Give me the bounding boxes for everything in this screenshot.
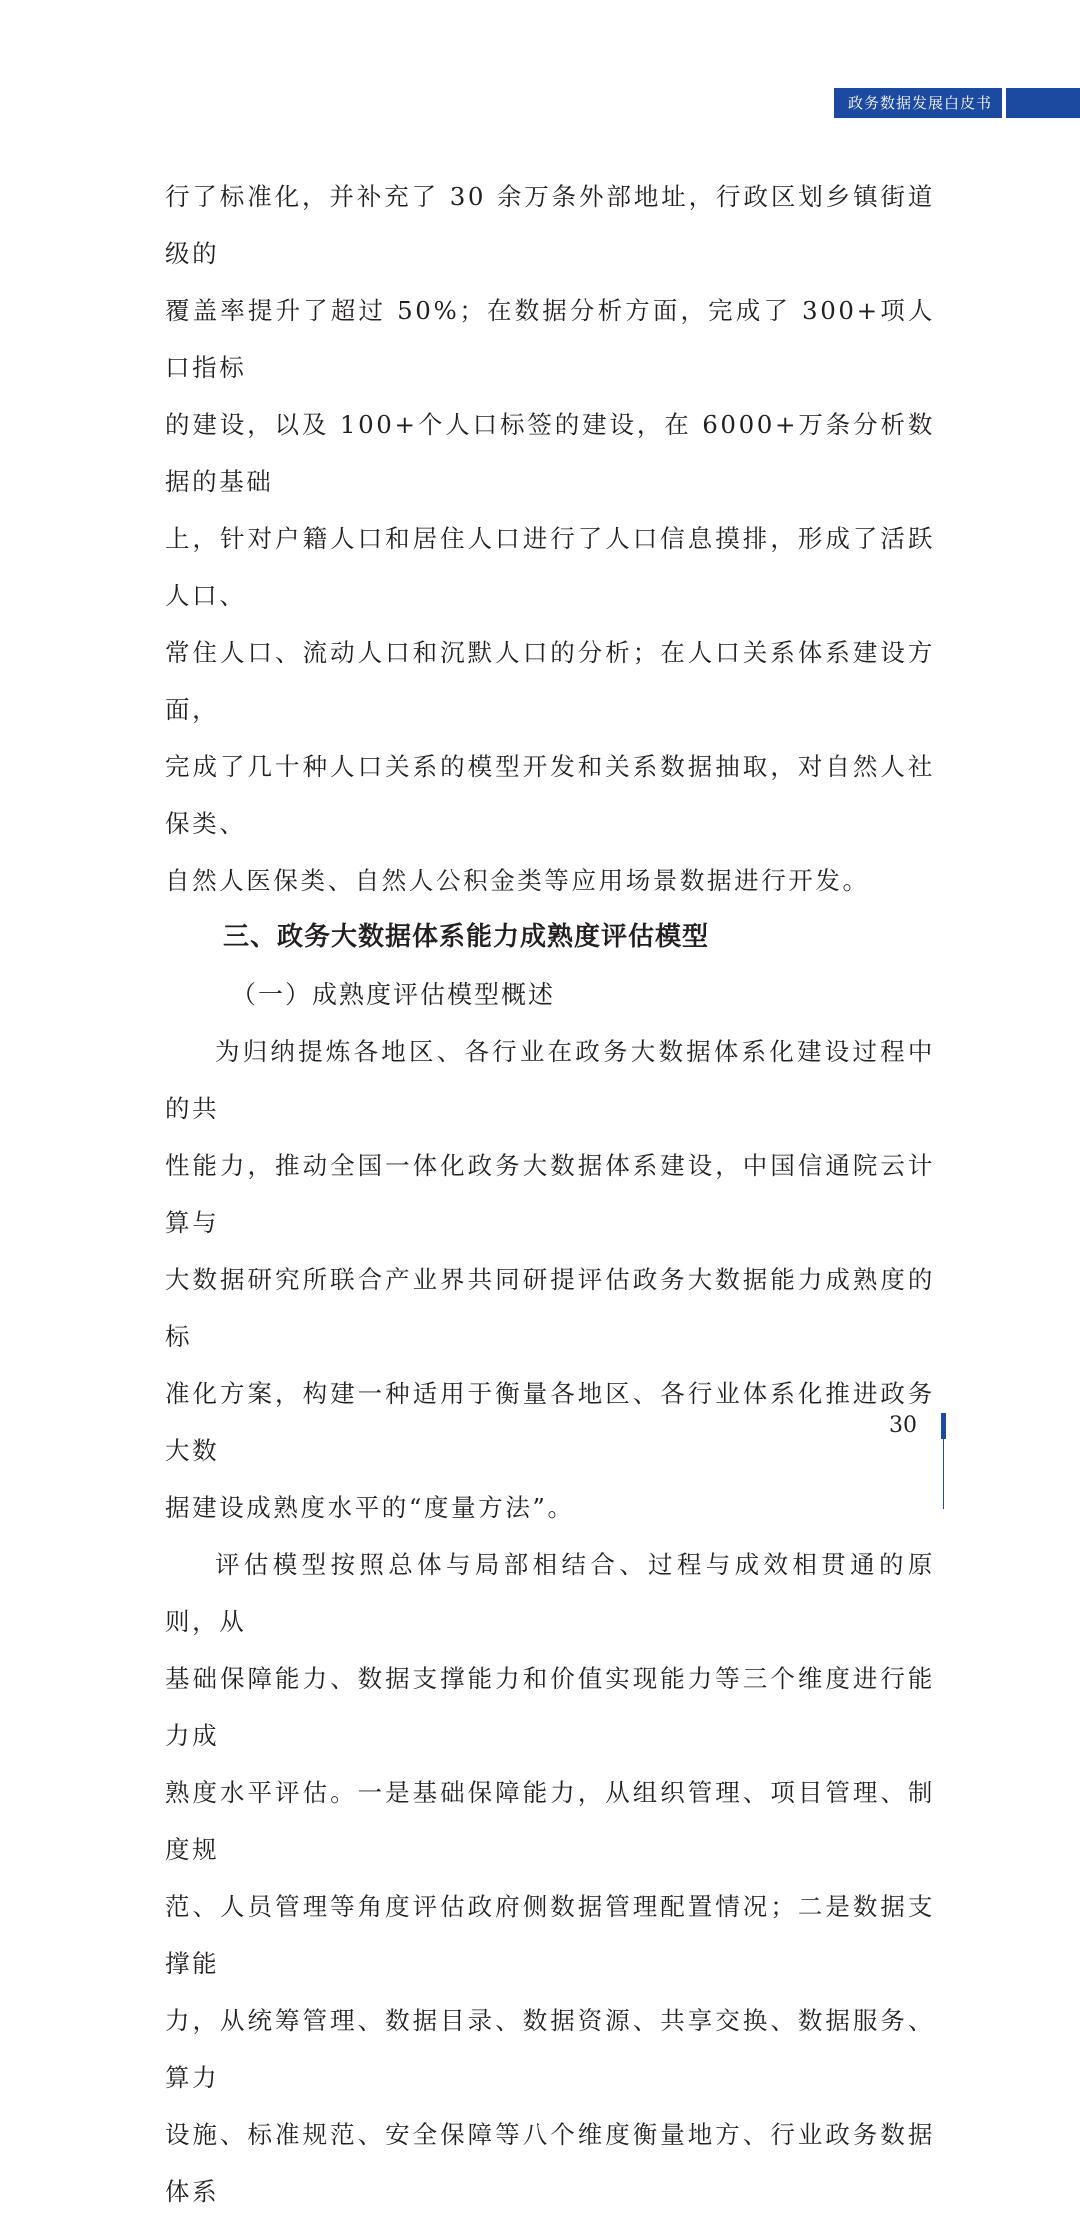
text-line: 性能力，推动全国一体化政务大数据体系建设，中国信通院云计算与 — [165, 1151, 935, 1237]
text-line: 评估模型按照总体与局部相结合、过程与成效相贯通的原则，从 — [165, 1550, 935, 1636]
page-content — [165, 168, 935, 2220]
paragraph-model-purpose — [165, 1023, 935, 1536]
footer-accent-bar — [941, 1413, 946, 1439]
footer-accent-line — [943, 1439, 944, 1509]
section-heading: 三、政务大数据体系能力成熟度评估模型 — [223, 922, 710, 952]
text-line: 基础保障能力、数据支撑能力和价值实现能力等三个维度进行能力成 — [165, 1664, 935, 1750]
text-line: 行了标准化，并补充了 30 余万条外部地址，行政区划乡镇街道级的 — [165, 182, 935, 268]
paragraph-model-dimensions — [165, 1536, 935, 2220]
document-title: 政务数据发展白皮书 — [834, 88, 1002, 118]
text-line: 准化方案，构建一种适用于衡量各地区、各行业体系化推进政务大数 — [165, 1379, 935, 1465]
subsection-heading: （一）成熟度评估模型概述 — [231, 980, 556, 1009]
text-line: 完成了几十种人口关系的模型开发和关系数据抽取，对自然人社保类、 — [165, 752, 935, 838]
header-accent-block — [1006, 88, 1080, 118]
text-line: 自然人医保类、自然人公积金类等应用场景数据进行开发。 — [165, 866, 870, 895]
text-line: 大数据研究所联合产业界共同研提评估政务大数据能力成熟度的标 — [165, 1265, 935, 1351]
text-line: 力，从统筹管理、数据目录、数据资源、共享交换、数据服务、算力 — [165, 2006, 935, 2092]
text-line: 熟度水平评估。一是基础保障能力，从组织管理、项目管理、制度规 — [165, 1778, 935, 1864]
text-line: 为归纳提炼各地区、各行业在政务大数据体系化建设过程中的共 — [165, 1037, 935, 1123]
text-line: 常住人口、流动人口和沉默人口的分析；在人口关系体系建设方面， — [165, 638, 935, 724]
paragraph-population-data — [165, 168, 935, 909]
text-line: 据建设成熟度水平的“度量方法”。 — [165, 1493, 575, 1522]
text-line: 上，针对户籍人口和居住人口进行了人口信息摸排，形成了活跃人口、 — [165, 524, 935, 610]
text-line: 覆盖率提升了超过 50%；在数据分析方面，完成了 300+项人口指标 — [165, 296, 935, 382]
text-line: 设施、标准规范、安全保障等八个维度衡量地方、行业政务数据体系 — [165, 2120, 935, 2206]
page-number: 30 — [889, 1413, 917, 1438]
header-band — [834, 88, 1080, 118]
text-line: 的建设，以及 100+个人口标签的建设，在 6000+万条分析数据的基础 — [165, 410, 935, 496]
text-line: 范、人员管理等角度评估政府侧数据管理配置情况；二是数据支撑能 — [165, 1892, 935, 1978]
